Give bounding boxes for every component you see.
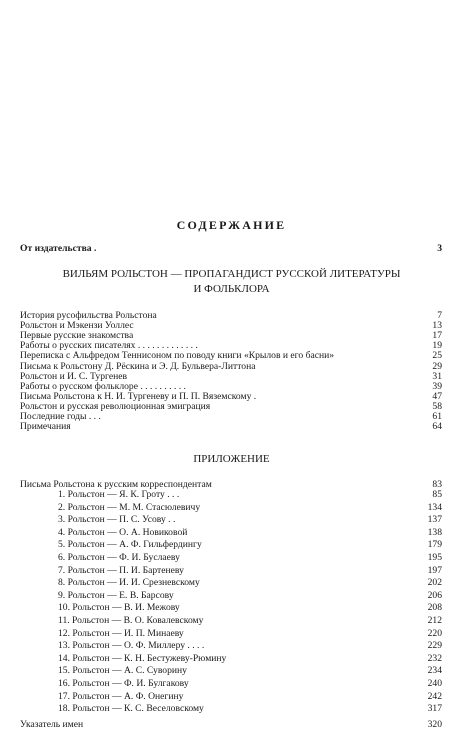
- toc-entry-page: 229: [427, 640, 442, 652]
- part1-title-line2: И ФОЛЬКЛОРА: [193, 283, 270, 295]
- toc-entry-label: 17. Рольстон — А. Ф. Онегину: [58, 690, 184, 702]
- toc-entry[interactable]: [20, 691, 442, 702]
- toc-entry-page: 64: [432, 421, 442, 433]
- toc-entry-page: 3: [437, 243, 442, 254]
- toc-entry-index[interactable]: [20, 719, 442, 730]
- toc-entry[interactable]: [20, 514, 442, 525]
- toc-entry-page: 85: [432, 489, 442, 500]
- toc-entry-page: 317: [427, 703, 442, 715]
- toc-entry[interactable]: [20, 552, 442, 563]
- toc-entry[interactable]: [20, 602, 442, 613]
- toc-entry[interactable]: [20, 539, 442, 550]
- toc-entry-label: Последние годы . . .: [20, 411, 101, 422]
- toc-entry-page: 234: [427, 665, 442, 677]
- toc-entry-label: Рольстон и Мэкензи Уоллес: [20, 320, 134, 332]
- toc-entry-page: 17: [432, 330, 442, 342]
- toc-entry-page: 58: [432, 400, 442, 412]
- toc-entry-label: Письма к Рольстону Д. Рёскина и Э. Д. Бульвера-Литтона: [20, 360, 256, 372]
- toc-entry-label: 15. Рольстон — А. С. Суворину: [58, 665, 187, 677]
- toc-entry-label: Работы о русском фольклоре . . . . . . . . . .: [20, 380, 186, 392]
- toc-entry-label: 6. Рольстон — Ф. И. Буслаеву: [58, 552, 180, 563]
- toc-entry[interactable]: [20, 653, 442, 664]
- part1-title-line1: ВИЛЬЯМ РОЛЬСТОН — ПРОПАГАНДИСТ РУССКОЙ ЛИТЕРАТУРЫ: [62, 268, 401, 280]
- toc-entry-label: 12. Рольстон — И. П. Минаеву: [58, 627, 184, 639]
- toc-entry-page: 39: [432, 380, 442, 392]
- toc-entry-label: Письма Рольстона к русским корреспондентам: [20, 479, 212, 490]
- toc-entry-label: 1. Рольстон — Я. К. Гроту . . .: [58, 489, 180, 500]
- toc-entry[interactable]: [20, 665, 442, 676]
- toc-entry-label: 18. Рольстон — К. С. Веселовскому: [58, 703, 204, 715]
- toc-entry-page: 320: [427, 719, 442, 730]
- toc-entry-page: 202: [427, 577, 442, 589]
- toc-entry-page: 206: [427, 589, 442, 601]
- contents-title: СОДЕРЖАНИЕ: [176, 218, 287, 232]
- toc-entry-label: 7. Рольстон — П. И. Бартеневу: [58, 564, 184, 576]
- toc-entry[interactable]: [20, 615, 442, 626]
- toc-entry-publisher[interactable]: [20, 243, 442, 254]
- toc-entry-label: 2. Рольстон — М. М. Стасюлевичу: [58, 501, 201, 513]
- toc-entry-label: Работы о русских писателях . . . . . . . . . . . . .: [20, 340, 198, 352]
- toc-entry[interactable]: [20, 577, 442, 588]
- toc-entry-page: 138: [427, 526, 442, 538]
- toc-entry-page: 242: [427, 690, 442, 702]
- toc-entry-page: 29: [432, 360, 442, 372]
- toc-entry[interactable]: [20, 640, 442, 651]
- toc-entry-label: 14. Рольстон — К. Н. Бестужеву-Рюмину: [58, 652, 227, 664]
- toc-entry-page: 61: [432, 411, 442, 422]
- toc-entry[interactable]: [20, 527, 442, 538]
- toc-entry[interactable]: [20, 628, 442, 639]
- toc-entry-label: Рольстон и русская революционная эмиграция: [20, 400, 211, 412]
- toc-entry-page: 240: [427, 678, 442, 689]
- toc-entry-label: Рольстон и И. С. Тургенев: [20, 370, 128, 382]
- appendix-title: ПРИЛОЖЕНИЕ: [193, 453, 270, 465]
- toc-entry-label: 8. Рольстон — И. И. Срезневскому: [58, 577, 200, 589]
- toc-entry[interactable]: [20, 502, 442, 513]
- toc-entry-label: 5. Рольстон — А. Ф. Гильфердингу: [58, 539, 202, 551]
- toc-entry-page: 31: [432, 370, 442, 382]
- toc-entry-label: 11. Рольстон — В. О. Ковалевскому: [58, 615, 204, 626]
- toc-entry[interactable]: [20, 565, 442, 576]
- toc-entry[interactable]: [20, 678, 442, 689]
- toc-entry-label: От издательства .: [20, 243, 97, 254]
- toc-entry-page: 220: [427, 627, 442, 639]
- toc-entry-label: История русофильства Рольстона: [20, 310, 157, 321]
- toc-entry[interactable]: [20, 703, 442, 714]
- toc-entry-page: 134: [427, 501, 442, 513]
- toc-entry-page: 197: [427, 564, 442, 576]
- toc-entry-label: 13. Рольстон — О. Ф. Миллеру . . . .: [58, 640, 205, 652]
- toc-entry-page: 83: [432, 479, 442, 490]
- toc-entry-page: 25: [432, 350, 442, 362]
- toc-entry-label: 3. Рольстон — П. С. Усову . .: [58, 514, 176, 526]
- toc-entry-page: 13: [432, 320, 442, 332]
- toc-entry[interactable]: [20, 489, 442, 500]
- toc-entry-label: Примечания: [20, 421, 71, 433]
- toc-entry-page: 137: [427, 514, 442, 526]
- toc-entry[interactable]: [20, 590, 442, 601]
- toc-entry-page: 19: [432, 340, 442, 352]
- toc-entry-page: 47: [432, 390, 442, 402]
- toc-entry[interactable]: [20, 421, 442, 432]
- toc-entry-label: 4. Рольстон — О. А. Новиковой: [58, 526, 188, 538]
- toc-entry-label: 9. Рольстон — Е. В. Барсову: [58, 589, 174, 601]
- toc-entry-page: 179: [427, 539, 442, 551]
- toc-entry-page: 212: [427, 615, 442, 626]
- toc-entry-label: 16. Рольстон — Ф. И. Булгакову: [58, 678, 189, 689]
- toc-entry-label: 10. Рольстон — В. И. Межову: [58, 602, 180, 614]
- toc-entry-page: 195: [427, 552, 442, 563]
- toc-entry-label: Указатель имен: [20, 719, 84, 730]
- toc-entry-label: Первые русские знакомства: [20, 330, 134, 342]
- toc-entry-page: 208: [427, 602, 442, 614]
- toc-entry-label: Переписка с Альфредом Теннисоном по поводу книги «Крылов и его басни»: [20, 350, 335, 362]
- toc-entry-page: 232: [427, 652, 442, 664]
- toc-entry-label: Письма Рольстона к Н. И. Тургеневу и П. П. Вяземскому .: [20, 390, 257, 402]
- toc-entry-page: 7: [437, 310, 442, 321]
